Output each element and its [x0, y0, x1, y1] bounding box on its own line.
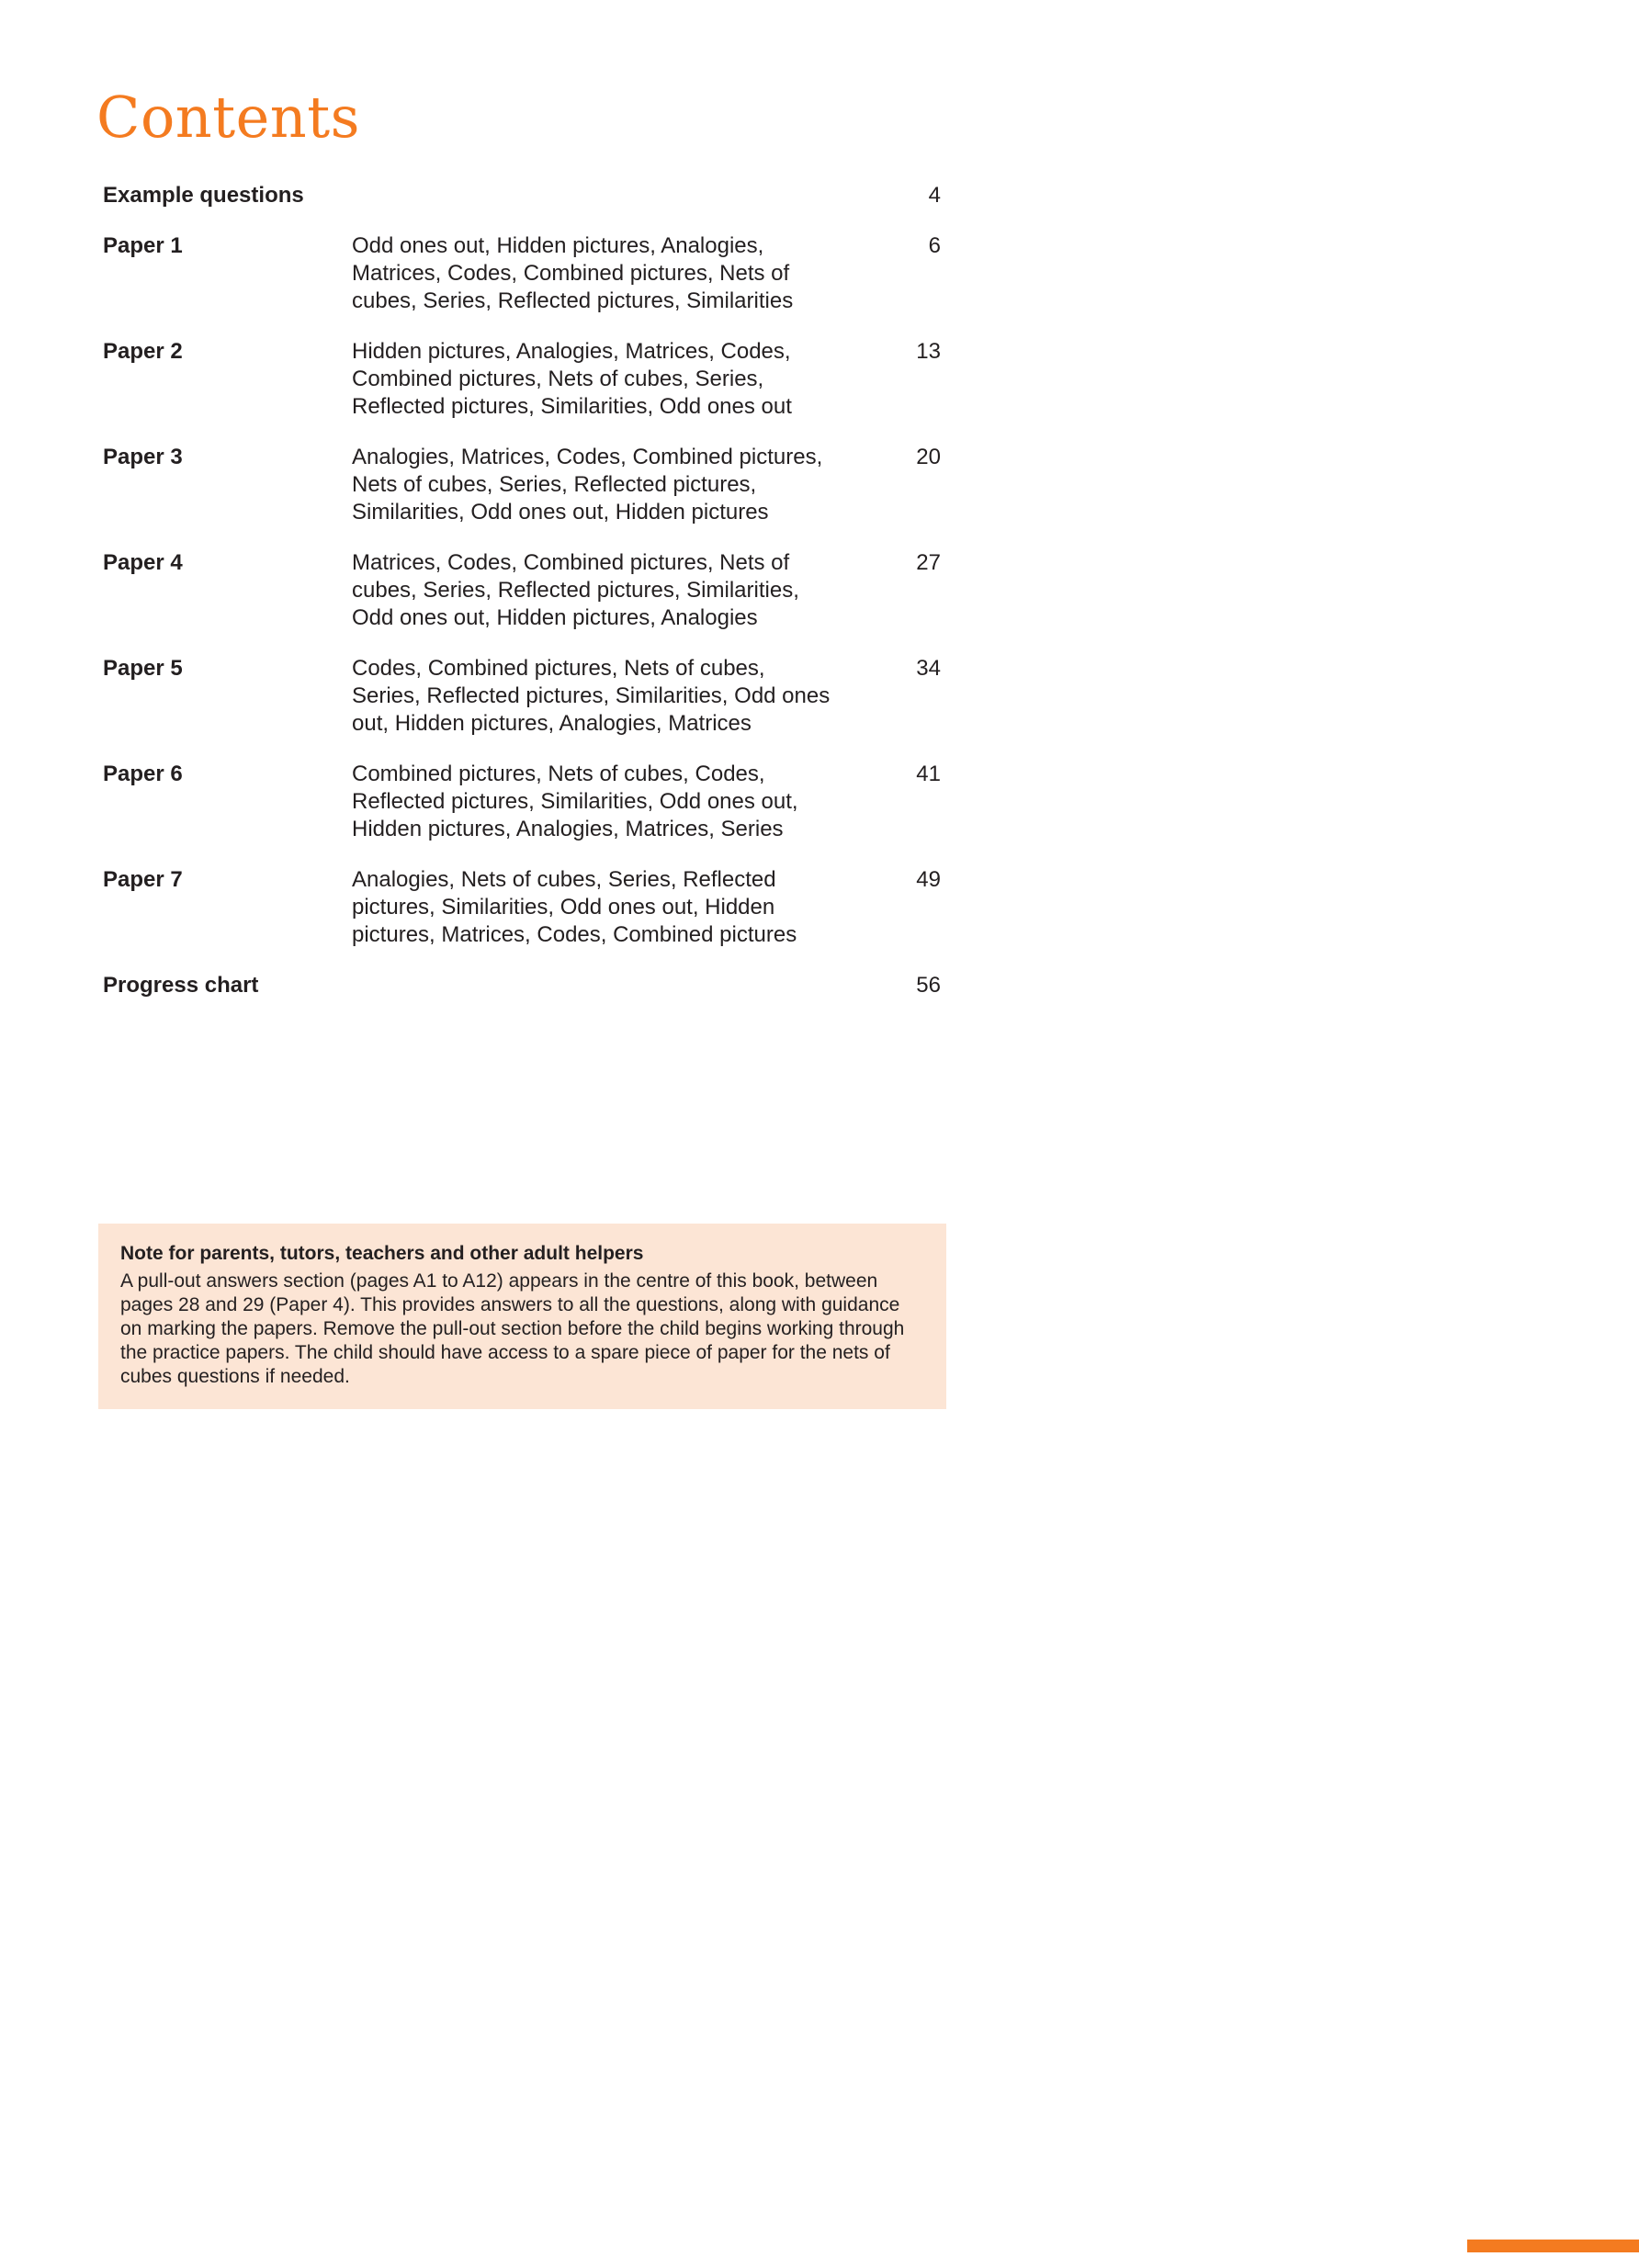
toc-entry-page-number: 41	[916, 762, 941, 786]
table-of-contents	[103, 182, 941, 1022]
note-body: A pull-out answers section (pages A1 to A12) appears in the centre of this book, between pages 28 and 29 (Paper 4). This provides answers to all the questions, along with guidance on marking the papers. Remove the pull-out section before the child begins working through the practice papers. The child should have access to a spare piece of paper for the nets of cubes questions if needed.	[120, 1270, 905, 1387]
toc-entry-page-number: 27	[916, 550, 941, 575]
toc-entry-label: Paper 5	[103, 656, 183, 681]
toc-entry-description	[352, 972, 836, 999]
toc-entry-label: Paper 4	[103, 550, 183, 575]
toc-entry-label: Example questions	[103, 183, 304, 208]
toc-entry-description: Analogies, Matrices, Codes, Combined pictures, Nets of cubes, Series, Reflected pictures, Similarities, Odd ones out, Hidden pictures	[352, 445, 823, 525]
toc-entry-description: Combined pictures, Nets of cubes, Codes, Reflected pictures, Similarities, Odd ones out, Hidden pictures, Analogies, Matrices, Series	[352, 762, 798, 841]
toc-entry-page-number: 49	[916, 867, 941, 892]
toc-entry-page-number: 4	[928, 183, 941, 208]
page-edge-marker	[1467, 2240, 1639, 2252]
toc-entry-description: Codes, Combined pictures, Nets of cubes, Series, Reflected pictures, Similarities, Odd ones out, Hidden pictures, Analogies, Matrices	[352, 656, 831, 736]
note-box	[98, 1224, 946, 1409]
toc-entry-label: Paper 7	[103, 867, 183, 892]
page-title: Contents	[96, 84, 360, 151]
toc-entry-label: Paper 6	[103, 762, 183, 786]
toc-row-paper-1	[103, 232, 941, 315]
toc-row-paper-5	[103, 655, 941, 738]
toc-entry-description: Hidden pictures, Analogies, Matrices, Codes, Combined pictures, Nets of cubes, Series, Reflected pictures, Similarities, Odd ones out	[352, 339, 792, 419]
toc-entry-page-number: 6	[928, 233, 941, 258]
note-heading: Note for parents, tutors, teachers and other adult helpers	[120, 1243, 644, 1264]
toc-entry-description	[352, 182, 836, 209]
toc-entry-page-number: 56	[916, 973, 941, 998]
toc-row-paper-7	[103, 866, 941, 949]
toc-entry-description: Analogies, Nets of cubes, Series, Reflected pictures, Similarities, Odd ones out, Hidden pictures, Matrices, Codes, Combined pictures	[352, 867, 797, 947]
toc-entry-page-number: 20	[916, 445, 941, 469]
toc-entry-label: Paper 1	[103, 233, 183, 258]
toc-entry-description: Odd ones out, Hidden pictures, Analogies, Matrices, Codes, Combined pictures, Nets of cubes, Series, Reflected pictures, Similarities	[352, 233, 794, 313]
toc-entry-page-number: 34	[916, 656, 941, 681]
toc-row-paper-4	[103, 549, 941, 632]
toc-row-progress-chart	[103, 972, 941, 999]
toc-entry-page-number: 13	[916, 339, 941, 364]
toc-row-paper-3	[103, 444, 941, 526]
toc-row-paper-2	[103, 338, 941, 421]
toc-entry-label: Paper 2	[103, 339, 183, 364]
toc-entry-label: Progress chart	[103, 973, 259, 998]
toc-row-paper-6	[103, 761, 941, 843]
toc-entry-label: Paper 3	[103, 445, 183, 469]
toc-row-example-questions	[103, 182, 941, 209]
toc-entry-description: Matrices, Codes, Combined pictures, Nets of cubes, Series, Reflected pictures, Similarities, Odd ones out, Hidden pictures, Analogies	[352, 550, 799, 630]
